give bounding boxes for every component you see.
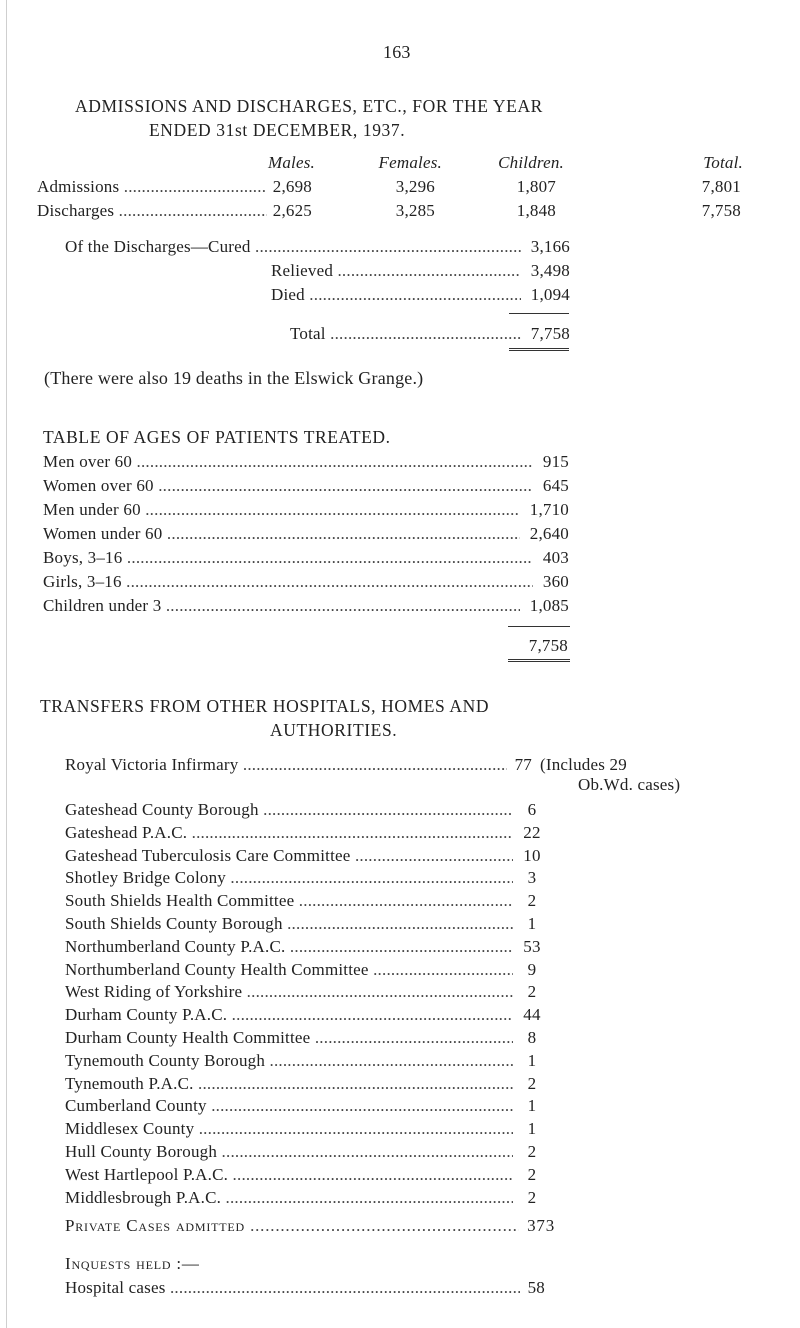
discharges-total: 7,758 (701, 201, 741, 220)
transfer-row (65, 823, 543, 843)
private-cases-value: 373 (527, 1216, 555, 1235)
admissions-title-line2: ENDED 31st DECEMBER, 1937. (149, 120, 406, 140)
transfer-value: 10 (523, 845, 541, 865)
ages-value: 645 (542, 476, 569, 495)
transfer-label: Northumberland County P.A.C. (65, 936, 286, 956)
ages-total: 7,758 (528, 636, 568, 655)
ages-row (43, 596, 569, 616)
transfer-row (65, 982, 543, 1002)
transfer-value: 2 (527, 982, 537, 1002)
ages-row (43, 452, 569, 472)
admissions-females: 3,296 (395, 177, 435, 196)
admissions-row (37, 177, 312, 197)
transfer-value: 2 (527, 1164, 537, 1184)
cured-value: 3,166 (530, 237, 570, 256)
transfer-row (65, 1005, 543, 1025)
breakdown-total (290, 324, 570, 344)
transfer-label: Durham County P.A.C. (65, 1005, 228, 1025)
relieved-value: 3,498 (530, 261, 570, 280)
admissions-children: 1,807 (516, 177, 556, 196)
transfer-label: West Hartlepool P.A.C. (65, 1164, 229, 1184)
elswick-note: (There were also 19 deaths in the Elswick Grange.) (44, 368, 424, 388)
transfer-value: 8 (527, 1028, 537, 1047)
ages-label: Men under 60 (43, 500, 141, 519)
ages-value: 1,085 (529, 596, 569, 615)
private-cases-row (65, 1216, 555, 1236)
transfer-note-line2: Ob.Wd. cases) (578, 775, 681, 794)
page-number: 163 (383, 42, 411, 62)
transfer-label: Gateshead Tuberculosis Care Committee (65, 845, 351, 865)
breakdown-cured (65, 237, 570, 257)
ages-value: 403 (542, 548, 569, 567)
transfer-label: Cumberland County (65, 1096, 207, 1116)
ages-value: 915 (542, 452, 569, 471)
transfer-row (65, 1051, 543, 1071)
inquests-label: Hospital cases (65, 1278, 166, 1297)
transfer-row (65, 868, 543, 888)
ages-label: Boys, 3–16 (43, 548, 123, 567)
transfer-label: Durham County Health Committee (65, 1028, 311, 1047)
breakdown-relieved (271, 261, 570, 281)
ages-value: 2,640 (529, 524, 569, 543)
ages-value: 360 (542, 572, 569, 591)
discharges-males: 2,625 (272, 201, 312, 220)
header-males: Males. (268, 153, 315, 172)
breakdown-double-rule (509, 348, 569, 351)
transfer-label: West Riding of Yorkshire (65, 982, 243, 1002)
transfer-row (65, 846, 543, 866)
transfer-row (65, 800, 543, 820)
transfer-note-line1: (Includes 29 (540, 755, 627, 774)
transfer-row (65, 914, 543, 934)
private-cases-label: Private Cases admitted (65, 1216, 246, 1235)
ages-row (43, 524, 569, 544)
transfer-value: 3 (527, 868, 537, 888)
breakdown-total-value: 7,758 (530, 324, 570, 343)
breakdown-rule (509, 313, 569, 314)
transfer-value: 2 (527, 1073, 537, 1093)
relieved-label: Relieved (271, 261, 334, 280)
header-total: Total. (703, 153, 743, 172)
admissions-males: 2,698 (272, 177, 312, 196)
transfer-value: 1 (527, 1050, 537, 1070)
transfer-value: 22 (523, 822, 541, 842)
transfer-value: 53 (523, 936, 541, 956)
transfer-label: Middlesbrough P.A.C. (65, 1187, 222, 1207)
ages-label: Children under 3 (43, 596, 162, 615)
transfer-value: 1 (527, 1096, 537, 1116)
discharges-prefix: Of the Discharges— (65, 237, 209, 256)
transfer-label: Tynemouth County Borough (65, 1050, 266, 1070)
transfer-row (65, 1142, 543, 1162)
transfer-label: Gateshead P.A.C. (65, 822, 188, 842)
transfer-row (65, 1074, 543, 1094)
transfer-row (65, 960, 543, 980)
discharges-row (37, 201, 312, 221)
transfer-value: 2 (527, 891, 537, 911)
header-females: Females. (378, 153, 442, 172)
transfer-row (65, 1119, 543, 1139)
inquests-row (65, 1278, 545, 1298)
ages-label: Women over 60 (43, 476, 154, 495)
ages-row (43, 500, 569, 520)
admissions-total: 7,801 (701, 177, 741, 196)
died-label: Died (271, 285, 305, 304)
transfer-value: 44 (523, 1005, 541, 1025)
transfer-label: South Shields County Borough (65, 914, 283, 933)
transfer-label: Tynemouth P.A.C. (65, 1073, 194, 1093)
admissions-label: Admissions (37, 177, 120, 196)
transfer-row (65, 1165, 543, 1185)
ages-label: Girls, 3–16 (43, 572, 122, 591)
transfer-value: 6 (527, 800, 537, 819)
ages-row (43, 548, 569, 568)
transfer-label: Gateshead County Borough (65, 800, 259, 819)
page-edge-line (6, 0, 7, 1328)
transfers-title-line2: AUTHORITIES. (270, 720, 398, 740)
transfer-row (65, 1188, 543, 1208)
died-value: 1,094 (530, 285, 570, 304)
transfers-title-line1: TRANSFERS FROM OTHER HOSPITALS, HOMES AND (40, 696, 490, 716)
cured-label: Cured (208, 237, 251, 256)
header-children: Children. (498, 153, 564, 172)
transfer-value: 77 (514, 755, 532, 774)
transfer-value: 9 (527, 959, 537, 979)
transfer-label: Middlesex County (65, 1119, 195, 1139)
inquests-heading: Inquests held :— (65, 1254, 200, 1273)
ages-row (43, 572, 569, 592)
transfer-value: 2 (527, 1142, 537, 1161)
transfer-row (65, 1028, 543, 1048)
breakdown-died (271, 285, 570, 305)
transfer-value: 2 (527, 1187, 537, 1207)
admissions-title-line1: ADMISSIONS AND DISCHARGES, ETC., FOR THE YEAR (75, 96, 543, 116)
transfer-value: 1 (527, 914, 537, 933)
discharges-children: 1,848 (516, 201, 556, 220)
ages-label: Men over 60 (43, 452, 133, 471)
inquests-value: 58 (527, 1278, 545, 1297)
transfer-row (65, 937, 543, 957)
discharges-females: 3,285 (395, 201, 435, 220)
ages-label: Women under 60 (43, 524, 163, 543)
transfer-label: Shotley Bridge Colony (65, 868, 226, 888)
transfer-row (65, 891, 543, 911)
ages-double-rule (508, 659, 570, 662)
ages-row (43, 476, 569, 496)
ages-value: 1,710 (529, 500, 569, 519)
transfer-label: Hull County Borough (65, 1142, 218, 1161)
transfer-label: South Shields Health Committee (65, 891, 295, 911)
transfer-label: Royal Victoria Infirmary (65, 755, 239, 774)
transfer-value: 1 (527, 1119, 537, 1139)
breakdown-total-label: Total (290, 324, 326, 343)
transfer-row (65, 1096, 543, 1116)
ages-title: TABLE OF AGES OF PATIENTS TREATED. (43, 427, 391, 447)
ages-rule (508, 626, 570, 627)
transfer-row-royal-victoria (65, 755, 532, 775)
discharges-label: Discharges (37, 201, 115, 220)
transfer-label: Northumberland County Health Committee (65, 959, 369, 979)
